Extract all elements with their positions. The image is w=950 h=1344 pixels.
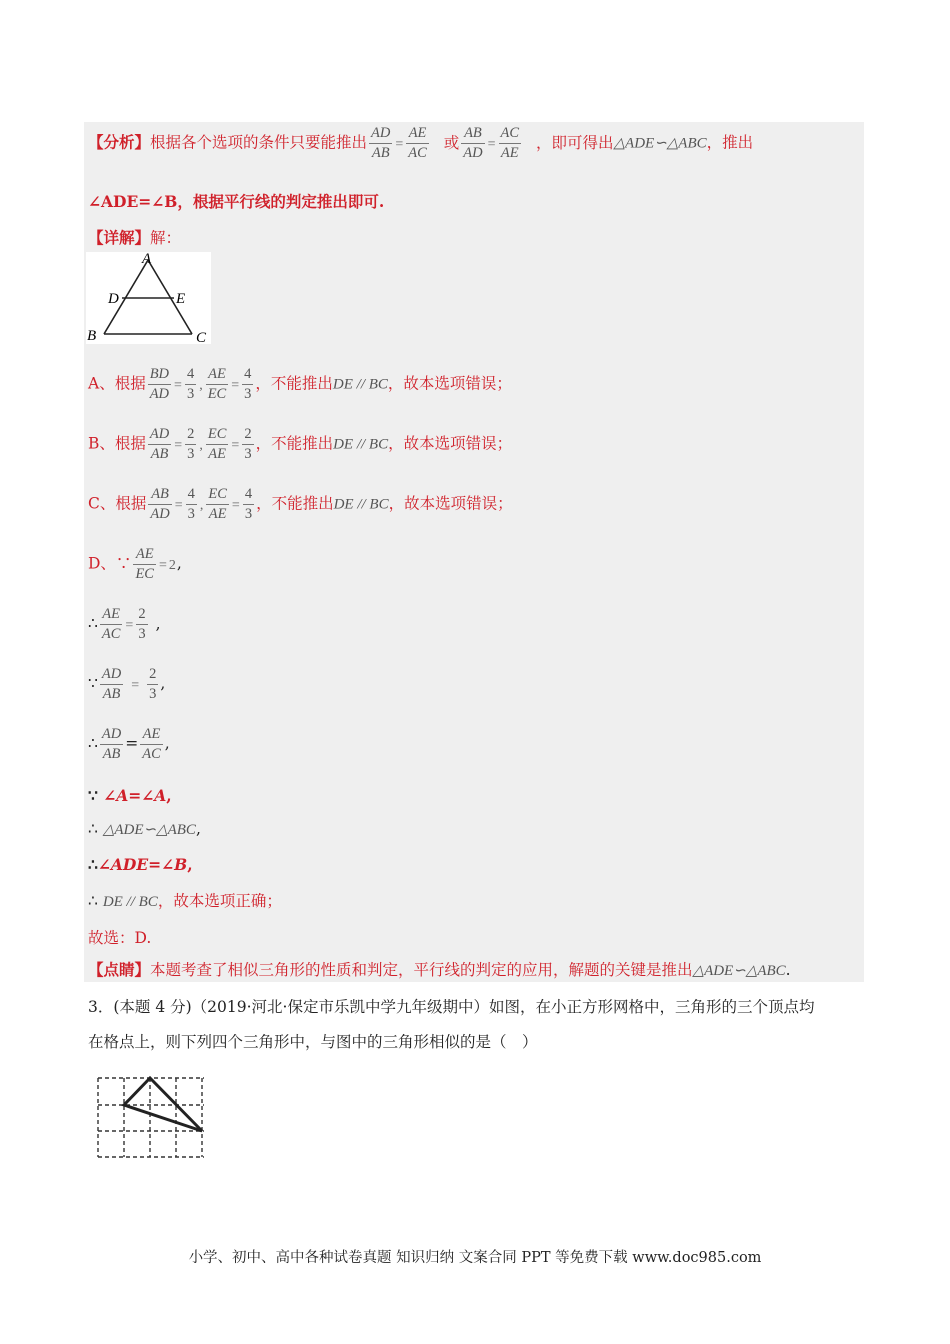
analysis-line-2: ∠ADE=∠B，根据平行线的判定推出即可. [88, 192, 385, 211]
option-d-step-7: ∴∠ADE=∠B, [88, 855, 193, 874]
option-d-step-1: D、∵ $\frac{AE}{EC}$ = 2, [88, 546, 182, 582]
solution-background [84, 122, 864, 982]
question-3-line-2: 在格点上，则下列四个三角形中，与图中的三角形相似的是（ ） [88, 1033, 538, 1051]
option-a: A、根据 $\frac{BD}{AD}$ = $\frac{4}{3}$ , $\frac{AE}{EC}$ = $\frac{4}{3}$ ，不能推出DE // BC，故本选项错误； [88, 366, 512, 402]
fraction: $\frac{AD}{AB}$ [371, 125, 391, 161]
option-d-step-3: ∵ $\frac{AD}{AB}$ = $\frac{2}{3}$ , [88, 666, 166, 702]
question-3-line-1: 3．(本题 4 分)（2019·河北·保定市乐凯中学九年级期中）如图，在小正方形网格中，三角形的三个顶点均 [88, 998, 815, 1016]
label-b: B [87, 328, 97, 344]
fraction: $\frac{AB}{AD}$ [463, 125, 483, 161]
fraction: $\frac{AC}{AE}$ [500, 125, 520, 161]
comment-line: 【点睛】本题考查了相似三角形的性质和判定，平行线的判定的应用，解题的关键是推出△ADE∽△ABC. [88, 960, 791, 979]
fraction: $\frac{AE}{AC}$ [408, 125, 427, 161]
option-d-step-8: ∴ DE // BC，故本选项正确； [88, 892, 282, 910]
label-c: C [196, 330, 207, 344]
similar-triangles: △ADE∽△ABC [613, 135, 707, 152]
option-d-step-2: ∴ $\frac{AE}{AC}$ = $\frac{2}{3}$ , [88, 606, 161, 642]
option-b: B、根据 $\frac{AD}{AB}$ = $\frac{2}{3}$ , $\frac{EC}{AE}$ = $\frac{2}{3}$ ，不能推出DE // BC，故本选项错误； [88, 426, 513, 462]
label-d: D [108, 291, 119, 307]
triangle-figure [86, 252, 211, 344]
detail-line: 【详解】解： [88, 228, 182, 247]
grid-triangle-figure [94, 1075, 210, 1161]
option-d-step-5: ∵ ∠A=∠A, [88, 786, 172, 805]
analysis-line: 【分析】根据各个选项的条件只要能推出 $\frac{AD}{AB}$ = $\frac{AE}{AC}$ 或 $\frac{AB}{AD}$ = $\frac{AC}{AE}$ ，即可得出△ADE∽△ABC，推出 [88, 125, 754, 161]
option-d-step-4: ∴ $\frac{AD}{AB}$ = $\frac{AE}{AC}$ , [88, 726, 170, 762]
label-e: E [176, 291, 186, 307]
label-a: A [142, 252, 152, 267]
option-d-step-6: ∴ △ADE∽△ABC, [88, 820, 201, 838]
option-c: C、根据 $\frac{AB}{AD}$ = $\frac{4}{3}$ , $\frac{EC}{AE}$ = $\frac{4}{3}$ ，不能推出DE // BC，故本选项错误； [88, 486, 513, 522]
answer-choice: 故选：D. [88, 929, 152, 947]
analysis-tag: 【分析】 [88, 132, 151, 152]
page-footer: 小学、初中、高中各种试卷真题 知识归纳 文案合同 PPT 等免费下载 www.doc985.com [188, 1250, 762, 1266]
